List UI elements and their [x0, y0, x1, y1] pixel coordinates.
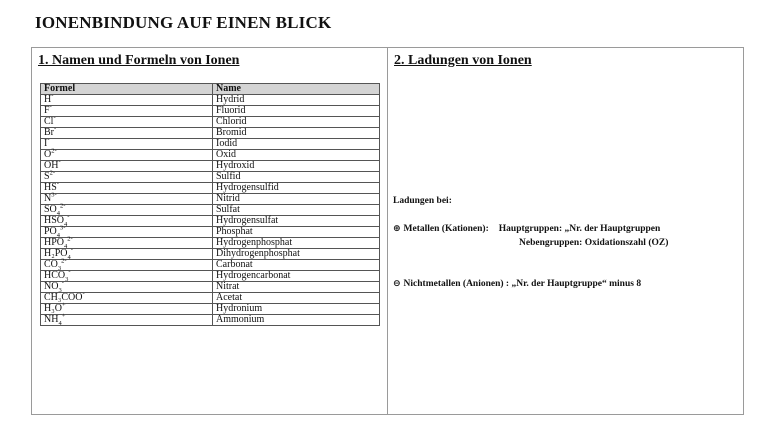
ion-formula: $HPO_4^{2-}$: [41, 238, 213, 249]
ion-formula: Cl-: [41, 117, 213, 128]
ion-name: Oxid: [213, 150, 380, 161]
metals-label: Metallen (Kationen):: [403, 224, 489, 234]
table-row: [41, 304, 380, 315]
ion-name: Nitrat: [213, 282, 380, 293]
header-formula: Formel: [41, 84, 213, 95]
table-row: [41, 227, 380, 238]
ion-formula: $PO_4^{3-}$: [41, 227, 213, 238]
metals-sub-groups-rule: Nebengruppen: Oxidationszahl (OZ): [519, 238, 669, 248]
ion-name: Nitrid: [213, 194, 380, 205]
section-ion-names: [32, 48, 388, 414]
ion-name: Hydrogensulfat: [213, 216, 380, 227]
ion-name: Acetat: [213, 293, 380, 304]
metals-line: [393, 224, 660, 234]
table-row: [41, 183, 380, 194]
table-row: [41, 238, 380, 249]
ion-formula: $CO_3^{2-}$: [41, 260, 213, 271]
ion-name: Bromid: [213, 128, 380, 139]
document-title: IONENBINDUNG AUF EINEN BLICK: [35, 13, 332, 32]
metals-main-groups-rule: Hauptgruppen: „Nr. der Hauptgruppen: [498, 224, 661, 234]
ion-formula: $HSO_4^-$: [41, 216, 213, 227]
ion-formula: $HCO_3^-$: [41, 271, 213, 282]
ion-table: [40, 83, 380, 326]
ion-name: Hydrogenphosphat: [213, 238, 380, 249]
ion-name: Fluorid: [213, 106, 380, 117]
table-row: [41, 139, 380, 150]
table-row: [41, 172, 380, 183]
ion-formula: $H_2PO_4^-$: [41, 249, 213, 260]
ion-formula: OH-: [41, 161, 213, 172]
ion-name: Iodid: [213, 139, 380, 150]
ion-table-header-row: [41, 84, 380, 95]
section-ion-charges: [388, 48, 743, 414]
ion-name: Ammonium: [213, 315, 380, 326]
ion-formula: $NH_4^+$: [41, 315, 213, 326]
ion-name: Sulfid: [213, 172, 380, 183]
ion-formula: Br-: [41, 128, 213, 139]
table-row: [41, 216, 380, 227]
table-row: [41, 95, 380, 106]
plus-circle-icon: ⊕: [393, 224, 401, 234]
section-title-ion-charges: 2. Ladungen von Ionen: [394, 53, 532, 68]
ion-formula: HS-: [41, 183, 213, 194]
ion-name: Phosphat: [213, 227, 380, 238]
ion-name: Dihydrogenphosphat: [213, 249, 380, 260]
minus-circle-icon: ⊖: [393, 279, 401, 289]
ion-name: Carbonat: [213, 260, 380, 271]
table-row: [41, 117, 380, 128]
header-name: Name: [213, 84, 380, 95]
table-row: [41, 271, 380, 282]
ion-formula: $S^{2-}$: [41, 172, 213, 183]
ion-formula: $N^{3-}$: [41, 194, 213, 205]
ion-formula: $O^{2-}$: [41, 150, 213, 161]
ion-name: Hydroxid: [213, 161, 380, 172]
ion-formula: $NO_3^-$: [41, 282, 213, 293]
ion-formula: H-: [41, 95, 213, 106]
ion-formula: I-: [41, 139, 213, 150]
ion-name: Hydrogencarbonat: [213, 271, 380, 282]
ion-formula: $SO_4^{2-}$: [41, 205, 213, 216]
nonmetals-rule: „Nr. der Hauptgruppe“ minus 8: [511, 279, 642, 289]
table-row: [41, 315, 380, 326]
table-row: [41, 205, 380, 216]
section-title-ion-names: 1. Namen und Formeln von Ionen: [38, 53, 240, 68]
table-row: [41, 282, 380, 293]
content-frame: [31, 47, 744, 415]
ion-name: Chlorid: [213, 117, 380, 128]
table-row: [41, 128, 380, 139]
ion-formula: F-: [41, 106, 213, 117]
ion-formula: H₃O+: [41, 304, 213, 315]
table-row: [41, 150, 380, 161]
table-row: [41, 106, 380, 117]
ion-name: Hydrid: [213, 95, 380, 106]
ion-table-body: [41, 92, 380, 327]
table-row: [41, 194, 380, 205]
charges-heading: Ladungen bei:: [393, 196, 452, 206]
ion-formula: CH₃COO-: [41, 293, 213, 304]
table-row: [41, 293, 380, 304]
table-row: [41, 249, 380, 260]
ion-name: Hydronium: [213, 304, 380, 315]
nonmetals-line: [393, 279, 641, 289]
ion-name: Sulfat: [213, 205, 380, 216]
nonmetals-label: Nichtmetallen (Anionen) :: [403, 279, 510, 289]
ion-name: Hydrogensulfid: [213, 183, 380, 194]
table-row: [41, 260, 380, 271]
table-row: [41, 161, 380, 172]
